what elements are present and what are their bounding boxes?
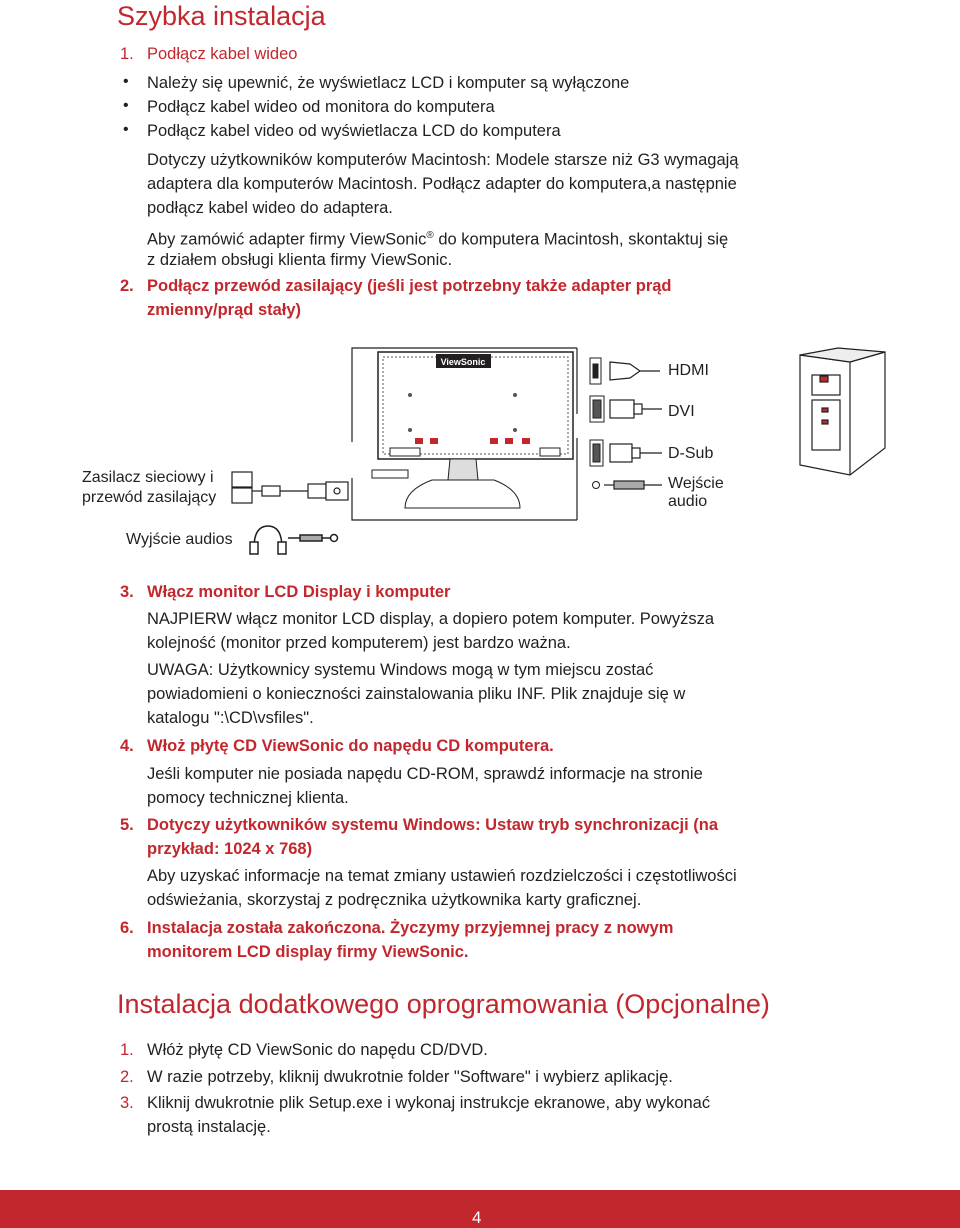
step-heading: zmienny/prąd stały)	[147, 301, 302, 319]
label-power: Zasilacz sieciowy i	[82, 469, 214, 486]
order-note-line: z działem obsługi klienta firmy ViewSonic.	[147, 251, 453, 269]
paragraph-line: katalogu ":\CD\vsfiles".	[147, 709, 314, 727]
computer-tower-image	[800, 348, 885, 475]
step-number: 3.	[120, 583, 134, 601]
paragraph-line: Włóż płytę CD ViewSonic do napędu CD/DVD.	[147, 1041, 488, 1059]
monitor-brand: ViewSonic	[440, 357, 486, 367]
label-dsub: D-Sub	[668, 445, 714, 462]
step-heading: monitorem LCD display firmy ViewSonic.	[147, 943, 469, 961]
step-number: 1.	[120, 1041, 134, 1059]
paragraph-line: prostą instalację.	[147, 1118, 271, 1136]
step-heading: przykład: 1024 x 768)	[147, 840, 313, 858]
mac-note-line: Dotyczy użytkowników komputerów Macintosh: Modele starsze niż G3 wymagają	[147, 151, 739, 169]
step-heading: Włącz monitor LCD Display i komputer	[147, 583, 451, 601]
step-number: 1.	[120, 45, 134, 63]
label-audio-in: Wejście	[668, 475, 724, 492]
label-hdmi: HDMI	[668, 362, 709, 379]
paragraph-line: odświeżania, skorzystaj z podręcznika użytkownika karty graficznej.	[147, 891, 642, 909]
step-heading: Instalacja została zakończona. Życzymy przyjemnej pracy z nowym	[147, 919, 674, 937]
step-number: 4.	[120, 737, 134, 755]
paragraph-line: W razie potrzeby, kliknij dwukrotnie folder "Software" i wybierz aplikację.	[147, 1068, 673, 1086]
order-text: do komputera Macintosh, skontaktuj się	[433, 230, 729, 249]
monitor-back-image	[372, 352, 573, 508]
registered-mark: ®	[426, 230, 434, 241]
step-number: 5.	[120, 816, 134, 834]
step-heading: Dotyczy użytkowników systemu Windows: Ustaw tryb synchronizacji (na	[147, 816, 719, 834]
paragraph-line: pomocy technicznej klienta.	[147, 789, 349, 807]
mac-note-line: podłącz kabel wideo do adaptera.	[147, 199, 393, 217]
bullet: •	[123, 121, 129, 138]
label-power: przewód zasilający	[82, 489, 217, 506]
step-number: 2.	[120, 1068, 134, 1086]
page-number: 4	[472, 1208, 482, 1227]
step-heading: Podłącz kabel wideo	[147, 45, 298, 63]
bullet: •	[123, 97, 129, 114]
step-number: 6.	[120, 919, 134, 937]
paragraph-line: powiadomieni o konieczności zainstalowania pliku INF. Plik znajduje się w	[147, 685, 686, 703]
step-heading: Podłącz przewód zasilający (jeśli jest potrzebny także adapter prąd	[147, 277, 672, 295]
paragraph-line: Jeśli komputer nie posiada napędu CD-ROM, sprawdź informacje na stronie	[147, 765, 703, 783]
step-number: 2.	[120, 277, 134, 295]
paragraph-line: NAJPIERW włącz monitor LCD display, a dopiero potem komputer. Powyższa	[147, 610, 715, 628]
order-text: Aby zamówić adapter firmy ViewSonic	[147, 230, 427, 249]
bullet-text: Podłącz kabel wideo od monitora do komputera	[147, 98, 495, 116]
bullet-text: Podłącz kabel video od wyświetlacza LCD do komputera	[147, 122, 561, 140]
bullet: •	[123, 73, 129, 90]
mac-note-line: adaptera dla komputerów Macintosh. Podłącz adapter do komputera,a następnie	[147, 175, 737, 193]
paragraph-line: kolejność (monitor przed komputerem) jest bardzo ważna.	[147, 634, 571, 652]
section-title: Instalacja dodatkowego oprogramowania (Opcjonalne)	[117, 989, 770, 1019]
label-audio-in: audio	[668, 493, 708, 510]
page-title: Szybka instalacja	[117, 1, 326, 31]
paragraph-line: Kliknij dwukrotnie plik Setup.exe i wykonaj instrukcje ekranowe, aby wykonać	[147, 1094, 711, 1112]
step-heading: Włoż płytę CD ViewSonic do napędu CD komputera.	[147, 737, 554, 755]
connection-diagram	[0, 330, 960, 560]
paragraph-line: UWAGA: Użytkownicy systemu Windows mogą w tym miejscu zostać	[147, 661, 654, 679]
step-number: 3.	[120, 1094, 134, 1112]
label-dvi: DVI	[668, 403, 695, 420]
bullet-text: Należy się upewnić, że wyświetlacz LCD i komputer są wyłączone	[147, 74, 630, 92]
label-audio-out: Wyjście audios	[126, 531, 233, 548]
paragraph-line: Aby uzyskać informacje na temat zmiany ustawień rozdzielczości i częstotliwości	[147, 867, 737, 885]
